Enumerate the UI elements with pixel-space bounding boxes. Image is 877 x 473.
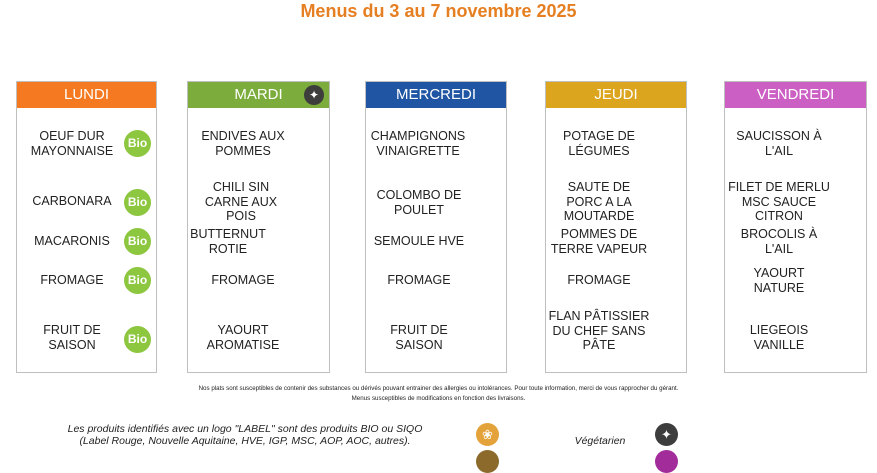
menu-item: LIEGEOIS VANILLE [749, 323, 809, 352]
label-legend-line-2: (Label Rouge, Nouvelle Aquitaine, HVE, IGP, MSC, AOP, AOC, autres). [79, 435, 411, 447]
bio-icon: Bio [124, 267, 151, 294]
allergy-disclaimer: Nos plats sont susceptibles de contenir des substances ou dérivés pouvant entrainer des allergies ou intolérances. Pour toute information, merci de vous rapprocher du gérant. [198, 385, 679, 392]
menu-item: FRUIT DE SAISON [390, 323, 448, 352]
day-header-vendredi: VENDREDI [725, 82, 866, 108]
menu-item: POTAGE DE LÉGUMES [562, 129, 635, 158]
menu-item: FROMAGE [211, 273, 275, 287]
menu-item: FLAN PÂTISSIER DU CHEF SANS PÂTE [548, 309, 650, 352]
page-title: Menus du 3 au 7 novembre 2025 [300, 1, 577, 21]
modification-disclaimer: Menus susceptibles de modifications en fonction des livraisons. [351, 395, 526, 402]
menu-item: POMMES DE TERRE VAPEUR [550, 227, 648, 256]
label-quality-icon: ❀ [476, 423, 499, 446]
menu-item: FILET DE MERLU MSC SAUCE CITRON [728, 180, 830, 223]
day-column-mardi [187, 81, 330, 373]
label-legend-line-1: Les produits identifiés avec un logo "LABEL" sont des produits BIO ou SIQO [67, 423, 423, 435]
vegetarian-icon: ✦ [655, 423, 678, 446]
day-header-lundi: LUNDI [17, 82, 156, 108]
menu-item: MACARONIS [34, 234, 110, 248]
menu-item: OEUF DUR MAYONNAISE [30, 129, 114, 158]
menu-item: FROMAGE [567, 273, 631, 287]
day-column-jeudi [545, 81, 687, 373]
bio-icon: Bio [124, 326, 151, 353]
day-column-lundi [16, 81, 157, 373]
menu-item: YAOURT NATURE [753, 266, 805, 295]
menu-item: CARBONARA [32, 194, 112, 208]
day-header-mardi: MARDI [188, 82, 329, 108]
menu-item: FROMAGE [40, 273, 104, 287]
menu-item: FRUIT DE SAISON [43, 323, 101, 352]
day-column-mercredi [365, 81, 507, 373]
menu-item: FROMAGE [387, 273, 451, 287]
menu-item: SEMOULE HVE [373, 234, 465, 248]
menu-item: BROCOLIS À L'AIL [740, 227, 818, 256]
menu-item: CHAMPIGNONS VINAIGRETTE [370, 129, 466, 158]
day-header-mercredi: MERCREDI [366, 82, 506, 108]
bio-icon: Bio [124, 228, 151, 255]
day-column-vendredi [724, 81, 867, 373]
vegetarian-icon: ✦ [304, 85, 324, 105]
day-header-jeudi: JEUDI [546, 82, 686, 108]
menu-item: CHILI SIN CARNE AUX POIS [204, 180, 278, 223]
bio-icon: Bio [124, 130, 151, 157]
legend-icon-partial [476, 450, 499, 473]
menu-item: YAOURT AROMATISE [206, 323, 280, 352]
bio-icon: Bio [124, 189, 151, 216]
menu-item: BUTTERNUT ROTIE [190, 227, 266, 256]
legend-icon-partial [655, 450, 678, 473]
menu-item: COLOMBO DE POULET [376, 188, 462, 217]
menu-item: ENDIVES AUX POMMES [201, 129, 285, 158]
vegetarian-legend-label: Végétarien [574, 435, 626, 447]
menu-item: SAUCISSON À L'AIL [736, 129, 822, 158]
menu-item: SAUTE DE PORC A LA MOUTARDE [563, 180, 635, 223]
